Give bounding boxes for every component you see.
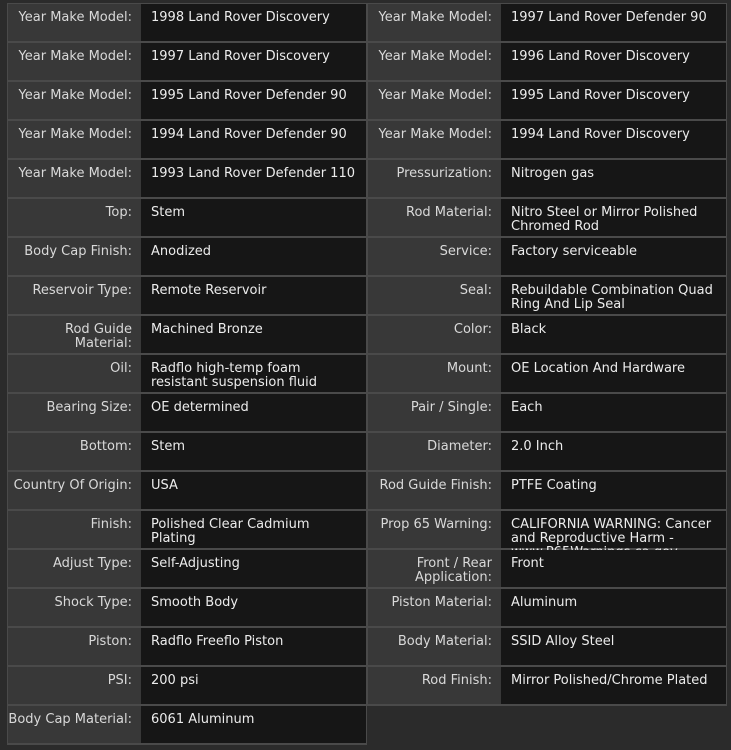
spec-value: SSID Alloy Steel bbox=[501, 628, 726, 665]
spec-value: 6061 Aluminum bbox=[141, 706, 366, 743]
spec-label: Year Make Model: bbox=[368, 43, 501, 80]
spec-value: 1993 Land Rover Defender 110 bbox=[141, 160, 366, 197]
spec-label: Piston: bbox=[8, 628, 141, 665]
spec-row bbox=[7, 121, 367, 160]
spec-row bbox=[367, 43, 727, 82]
spec-value: CALIFORNIA WARNING: Cancer and Reproductive Harm - bbox=[501, 511, 726, 548]
spec-row bbox=[367, 160, 727, 199]
spec-value: Radflo high-temp foam resistant suspension fluid bbox=[141, 355, 366, 392]
spec-row bbox=[7, 199, 367, 238]
spec-label: Reservoir Type: bbox=[8, 277, 141, 314]
spec-row bbox=[7, 238, 367, 277]
spec-label: Service: bbox=[368, 238, 501, 275]
spec-label: Finish: bbox=[8, 511, 141, 548]
spec-value: Each bbox=[501, 394, 726, 431]
spec-row bbox=[7, 511, 367, 550]
spec-label: Pressurization: bbox=[368, 160, 501, 197]
spec-value: Nitrogen gas bbox=[501, 160, 726, 197]
spec-value: Nitro Steel or Mirror Polished Chromed Rod bbox=[501, 199, 726, 236]
spec-label: Diameter: bbox=[368, 433, 501, 470]
spec-column-right bbox=[367, 3, 727, 706]
spec-row bbox=[367, 121, 727, 160]
spec-label: Year Make Model: bbox=[8, 43, 141, 80]
spec-label: Rod Guide Finish: bbox=[368, 472, 501, 509]
spec-row bbox=[7, 355, 367, 394]
spec-value: Anodized bbox=[141, 238, 366, 275]
spec-value: 2.0 Inch bbox=[501, 433, 726, 470]
spec-label: Oil: bbox=[8, 355, 141, 392]
spec-label: Front / Rear Application: bbox=[368, 550, 501, 587]
spec-row bbox=[7, 82, 367, 121]
spec-row bbox=[367, 589, 727, 628]
spec-value: Machined Bronze bbox=[141, 316, 366, 353]
spec-value: PTFE Coating bbox=[501, 472, 726, 509]
spec-row bbox=[367, 433, 727, 472]
spec-value: Stem bbox=[141, 433, 366, 470]
spec-row bbox=[367, 238, 727, 277]
spec-row bbox=[7, 628, 367, 667]
spec-label: PSI: bbox=[8, 667, 141, 704]
spec-row bbox=[367, 394, 727, 433]
spec-row bbox=[7, 472, 367, 511]
spec-row bbox=[367, 550, 727, 589]
spec-value: Stem bbox=[141, 199, 366, 236]
spec-label: Year Make Model: bbox=[8, 121, 141, 158]
spec-value: Self-Adjusting bbox=[141, 550, 366, 587]
spec-label: Year Make Model: bbox=[8, 82, 141, 119]
spec-row bbox=[7, 160, 367, 199]
spec-label: Body Material: bbox=[368, 628, 501, 665]
spec-value: USA bbox=[141, 472, 366, 509]
spec-row bbox=[7, 394, 367, 433]
spec-label: Year Make Model: bbox=[8, 4, 141, 41]
spec-row bbox=[367, 472, 727, 511]
spec-value: 1997 Land Rover Defender 90 bbox=[501, 4, 726, 41]
spec-value: 1994 Land Rover Defender 90 bbox=[141, 121, 366, 158]
spec-row bbox=[7, 667, 367, 706]
spec-row bbox=[7, 277, 367, 316]
spec-label: Shock Type: bbox=[8, 589, 141, 626]
spec-value: Front bbox=[501, 550, 726, 587]
spec-row bbox=[7, 706, 367, 745]
spec-value: 1998 Land Rover Discovery bbox=[141, 4, 366, 41]
spec-row bbox=[367, 82, 727, 121]
spec-label: Pair / Single: bbox=[368, 394, 501, 431]
spec-column-left bbox=[7, 3, 367, 745]
spec-row bbox=[7, 43, 367, 82]
spec-value: 1995 Land Rover Defender 90 bbox=[141, 82, 366, 119]
spec-label: Adjust Type: bbox=[8, 550, 141, 587]
spec-row bbox=[367, 628, 727, 667]
spec-label: Rod Guide Material: bbox=[8, 316, 141, 353]
spec-label: Year Make Model: bbox=[368, 4, 501, 41]
spec-row bbox=[7, 433, 367, 472]
spec-label: Year Make Model: bbox=[8, 160, 141, 197]
spec-row bbox=[367, 511, 727, 550]
spec-value: Smooth Body bbox=[141, 589, 366, 626]
spec-value: OE Location And Hardware bbox=[501, 355, 726, 392]
spec-value: 200 psi bbox=[141, 667, 366, 704]
spec-row bbox=[367, 355, 727, 394]
spec-label: Prop 65 Warning: bbox=[368, 511, 501, 548]
spec-value: 1996 Land Rover Discovery bbox=[501, 43, 726, 80]
spec-row bbox=[7, 589, 367, 628]
spec-value: 1994 Land Rover Discovery bbox=[501, 121, 726, 158]
spec-row bbox=[367, 3, 727, 43]
spec-row bbox=[7, 3, 367, 43]
spec-row bbox=[367, 316, 727, 355]
spec-label: Mount: bbox=[368, 355, 501, 392]
spec-value: Black bbox=[501, 316, 726, 353]
spec-value: Remote Reservoir bbox=[141, 277, 366, 314]
spec-row bbox=[7, 550, 367, 589]
spec-value: 1995 Land Rover Discovery bbox=[501, 82, 726, 119]
spec-value: Polished Clear Cadmium Plating bbox=[141, 511, 366, 548]
spec-value: Factory serviceable bbox=[501, 238, 726, 275]
spec-label: Body Cap Material: bbox=[8, 706, 141, 743]
spec-value: OE determined bbox=[141, 394, 366, 431]
spec-label: Rod Finish: bbox=[368, 667, 501, 704]
spec-label: Rod Material: bbox=[368, 199, 501, 236]
spec-row bbox=[367, 277, 727, 316]
spec-row bbox=[367, 199, 727, 238]
spec-label: Year Make Model: bbox=[368, 121, 501, 158]
spec-value: Aluminum bbox=[501, 589, 726, 626]
spec-value: Mirror Polished/Chrome Plated bbox=[501, 667, 726, 704]
spec-label: Body Cap Finish: bbox=[8, 238, 141, 275]
spec-label: Year Make Model: bbox=[368, 82, 501, 119]
spec-label: Country Of Origin: bbox=[8, 472, 141, 509]
spec-value: Radflo Freeflo Piston bbox=[141, 628, 366, 665]
spec-value: Rebuildable Combination Quad Ring And Lip Seal bbox=[501, 277, 726, 314]
spec-label: Bearing Size: bbox=[8, 394, 141, 431]
spec-row bbox=[367, 667, 727, 706]
spec-value: 1997 Land Rover Discovery bbox=[141, 43, 366, 80]
spec-label: Color: bbox=[368, 316, 501, 353]
spec-label: Top: bbox=[8, 199, 141, 236]
spec-label: Seal: bbox=[368, 277, 501, 314]
spec-label: Piston Material: bbox=[368, 589, 501, 626]
spec-row bbox=[7, 316, 367, 355]
spec-label: Bottom: bbox=[8, 433, 141, 470]
